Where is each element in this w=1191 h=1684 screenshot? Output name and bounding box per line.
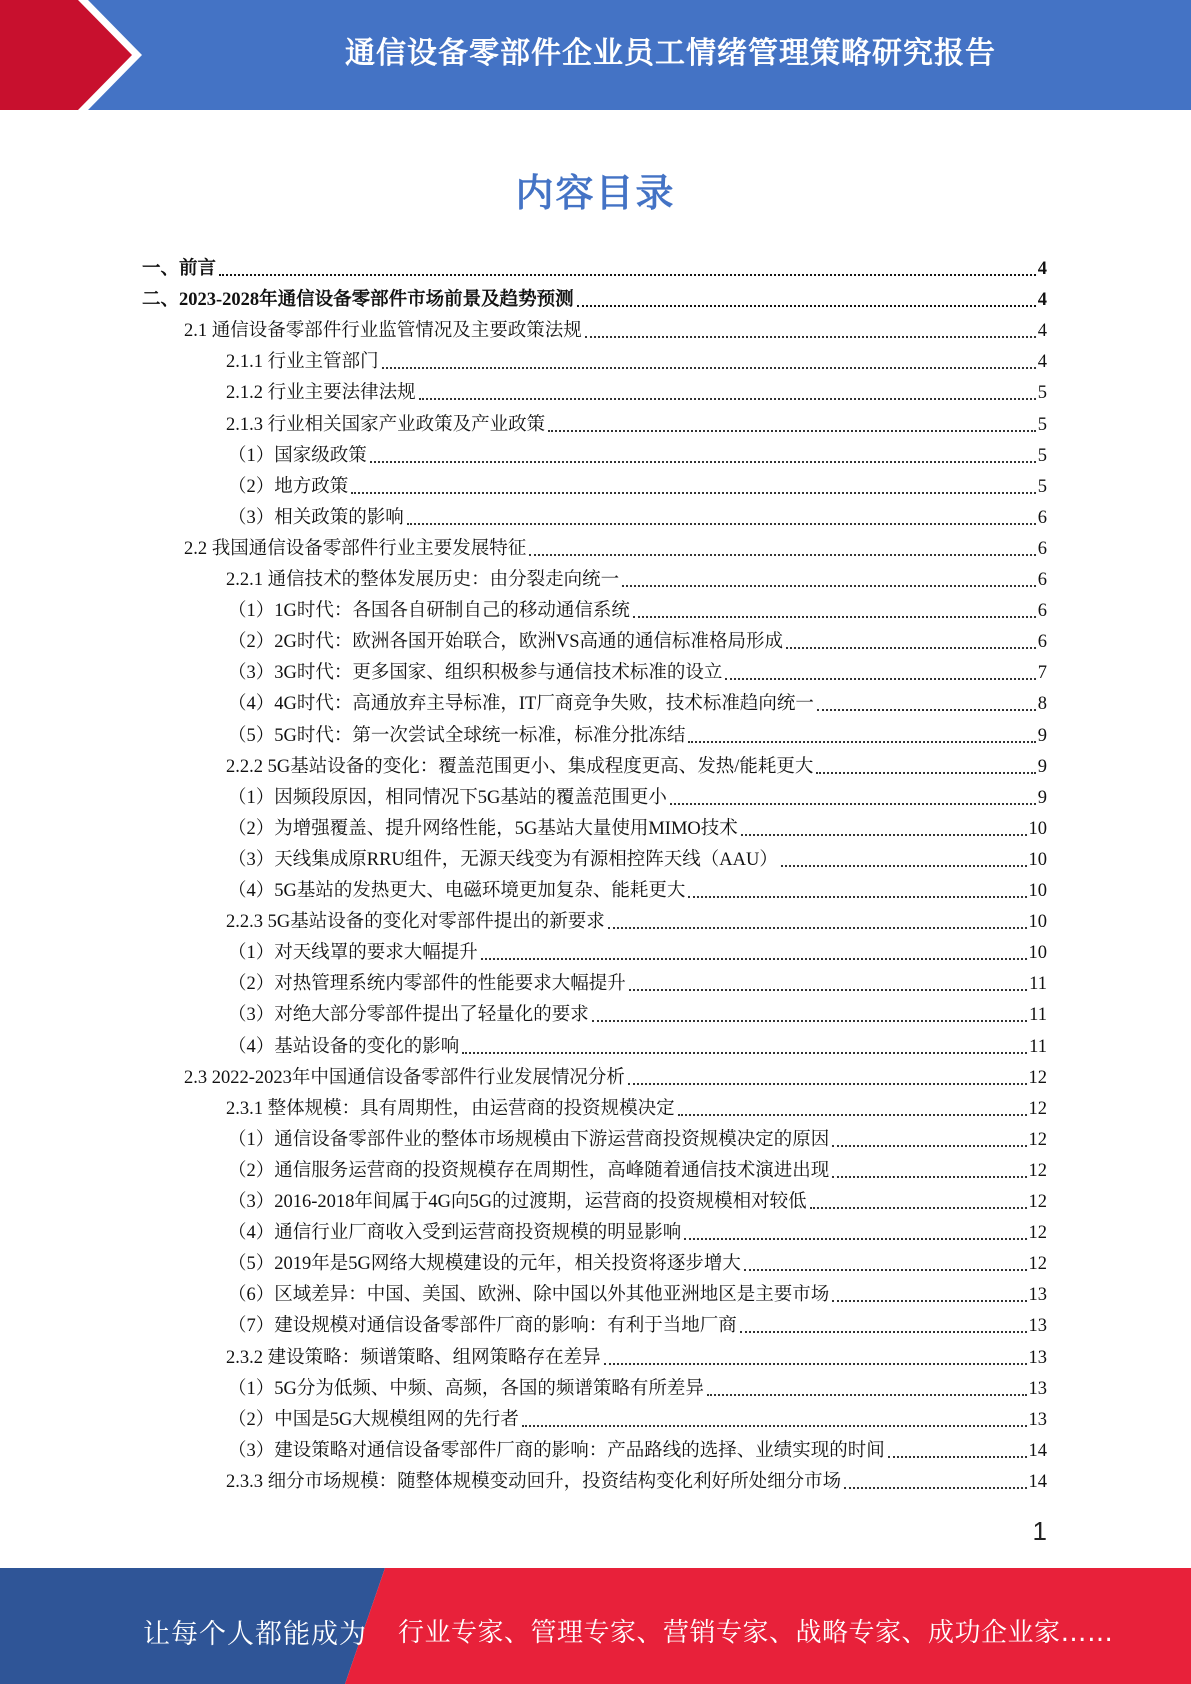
toc-entry-text: 2.1.2 行业主要法律法规: [226, 383, 416, 404]
toc-dot-leader: [786, 647, 1036, 649]
toc-entry-page: 10: [1028, 943, 1047, 964]
page-header: [0, 0, 1191, 110]
toc-entry-page: 8: [1037, 694, 1047, 715]
toc-entry-text: （2）对热管理系统内零部件的性能要求大幅提升: [228, 974, 626, 995]
toc-entry[interactable]: [228, 472, 1047, 503]
toc-entry[interactable]: [226, 565, 1047, 596]
toc-entry-text: 一、前言: [142, 259, 217, 279]
toc-entry[interactable]: [228, 1280, 1047, 1311]
toc-entry-text: （4）5G基站的发热更大、电磁环境更加复杂、能耗更大: [228, 881, 686, 901]
toc-entry-text: （5）5G时代：第一次尝试全球统一标准，标准分批冻结: [228, 725, 686, 746]
toc-entry-page: 12: [1028, 1192, 1047, 1212]
toc-entry-page: 5: [1037, 383, 1047, 404]
toc-entry-page: 6: [1037, 632, 1047, 653]
toc-dot-leader: [633, 616, 1036, 618]
toc-entry-text: （4）通信行业厂商收入受到运营商投资规模的明显影响: [228, 1223, 682, 1244]
toc-entry-text: 2.3.1 整体规模：具有周期性，由运营商的投资规模决定: [226, 1098, 675, 1119]
toc-entry-page: 13: [1028, 1378, 1047, 1399]
toc-entry-text: 2.2.2 5G基站设备的变化：覆盖范围更小、集成程度更高、发热/能耗更大: [226, 756, 814, 777]
toc-entry[interactable]: [228, 1125, 1047, 1156]
toc-heading: 内容目录: [515, 171, 676, 215]
toc-entry[interactable]: [228, 783, 1047, 814]
toc-entry-page: 6: [1037, 570, 1047, 590]
toc-entry-text: 2.1 通信设备零部件行业监管情况及主要政策法规: [184, 321, 582, 342]
toc-entry-text: 2.3.3 细分市场规模：随整体规模变动回升，投资结构变化利好所处细分市场: [226, 1471, 842, 1492]
toc-entry-page: 5: [1037, 445, 1047, 466]
toc-entry[interactable]: [184, 316, 1047, 347]
toc-entry-page: 13: [1028, 1285, 1047, 1306]
toc-dot-leader: [670, 803, 1036, 805]
toc-dot-leader: [688, 896, 1026, 898]
toc-entry-text: 2.1.1 行业主管部门: [226, 352, 379, 373]
toc-entry-text: （3）2016-2018年间属于4G向5G的过渡期，运营商的投资规模相对较低: [228, 1192, 807, 1212]
toc-dot-leader: [481, 958, 1027, 960]
toc-entry-page: 14: [1028, 1440, 1047, 1461]
toc-entry[interactable]: [184, 1063, 1047, 1094]
toc-dot-leader: [370, 461, 1036, 463]
toc-entry-page: 9: [1037, 756, 1047, 777]
toc-dot-leader: [725, 678, 1035, 680]
toc-dot-leader: [888, 1456, 1027, 1458]
toc-dot-leader: [832, 1176, 1026, 1178]
toc-entry-text: （5）2019年是5G网络大规模建设的元年，相关投资将逐步增大: [228, 1254, 741, 1275]
toc-dot-leader: [419, 398, 1036, 400]
footer-slogan-left: 让每个人都能成为: [143, 1619, 367, 1650]
toc-entry[interactable]: [228, 876, 1047, 907]
toc-entry-page: 7: [1037, 663, 1047, 684]
toc-entry-text: （4）4G时代：高通放弃主导标准，IT厂商竞争失败，技术标准趋向统一: [228, 694, 814, 715]
toc-dot-leader: [219, 274, 1036, 276]
toc-entry-page: 11: [1029, 1005, 1047, 1026]
toc-entry-text: （1）通信设备零部件业的整体市场规模由下游运营商投资规模决定的原因: [228, 1129, 830, 1150]
page-footer: [0, 1568, 1191, 1684]
toc-entry[interactable]: [228, 1156, 1047, 1187]
toc-entry[interactable]: [226, 1094, 1047, 1125]
toc-entry-page: 9: [1037, 725, 1047, 746]
toc-entry-page: 5: [1037, 476, 1047, 497]
report-title: 通信设备零部件企业员工情绪管理策略研究报告: [345, 36, 996, 71]
toc-dot-leader: [832, 1145, 1026, 1147]
toc-entry[interactable]: [228, 1000, 1047, 1031]
toc-dot-leader: [351, 492, 1035, 494]
toc-entry-text: （2）2G时代：欧洲各国开始联合，欧洲VS高通的通信标准格局形成: [228, 632, 784, 653]
toc-entry-text: （2）为增强覆盖、提升网络性能，5G基站大量使用MIMO技术: [228, 818, 738, 839]
header-arrow-graphic: [0, 0, 160, 110]
toc-entry-text: （2）中国是5G大规模组网的先行者: [228, 1409, 519, 1430]
toc-entry[interactable]: [228, 1187, 1047, 1218]
toc-entry[interactable]: [228, 969, 1047, 1000]
toc-entry-page: 13: [1028, 1347, 1047, 1368]
toc-dot-leader: [678, 1114, 1027, 1116]
toc-entry[interactable]: [228, 814, 1047, 845]
toc-entry[interactable]: [228, 627, 1047, 658]
toc-entry-text: 2.2 我国通信设备零部件行业主要发展特征: [184, 538, 527, 559]
toc-dot-leader: [604, 1363, 1027, 1365]
toc-entry-page: 10: [1028, 912, 1047, 933]
toc-entry-text: （2）地方政策: [228, 476, 349, 497]
toc-entry[interactable]: [228, 1218, 1047, 1249]
toc-dot-leader: [522, 1425, 1027, 1427]
toc-entry-text: （3）对绝大部分零部件提出了轻量化的要求: [228, 1005, 589, 1026]
toc-entry-text: 2.3 2022-2023年中国通信设备零部件行业发展情况分析: [184, 1067, 625, 1088]
toc-dot-leader: [407, 523, 1036, 525]
toc-entry[interactable]: [226, 1467, 1047, 1498]
toc-dot-leader: [744, 1269, 1027, 1271]
toc-entry-text: （3）建设策略对通信设备零部件厂商的影响：产品路线的选择、业绩实现的时间: [228, 1440, 885, 1461]
toc-entry-text: （2）通信服务运营商的投资规模存在周期性，高峰随着通信技术演进出现: [228, 1160, 830, 1181]
toc-entry-page: 4: [1037, 259, 1047, 279]
toc-dot-leader: [577, 305, 1036, 307]
toc-dot-leader: [608, 927, 1027, 929]
toc-entry[interactable]: [228, 441, 1047, 472]
toc-dot-leader: [629, 989, 1027, 991]
toc-dot-leader: [628, 1083, 1027, 1085]
toc-entry-text: 二、2023-2028年通信设备零部件市场前景及趋势预测: [142, 290, 574, 311]
toc-entry[interactable]: [226, 752, 1047, 783]
toc-entry[interactable]: [228, 1249, 1047, 1280]
toc-entry-text: （7）建设规模对通信设备零部件厂商的影响：有利于当地厂商: [228, 1316, 737, 1337]
toc-entry-text: （3）相关政策的影响: [228, 507, 404, 528]
toc-entry-text: （1）因频段原因，相同情况下5G基站的覆盖范围更小: [228, 787, 667, 808]
toc-dot-leader: [548, 430, 1036, 432]
toc-entry[interactable]: [228, 721, 1047, 752]
toc-entry[interactable]: [226, 907, 1047, 938]
toc-entry-page: 4: [1037, 290, 1047, 311]
toc-entry-text: （3）天线集成原RRU组件，无源天线变为有源相控阵天线（AAU）: [228, 849, 778, 870]
toc-entry-page: 12: [1028, 1098, 1047, 1119]
toc-entry[interactable]: [142, 254, 1047, 285]
toc-entry[interactable]: [228, 1436, 1047, 1467]
toc-dot-leader: [382, 367, 1036, 369]
toc-entry[interactable]: [226, 378, 1047, 409]
toc-dot-leader: [622, 585, 1036, 587]
toc-entry-page: 12: [1028, 1223, 1047, 1244]
toc-dot-leader: [810, 1207, 1027, 1209]
toc-entry-text: （1）对天线罩的要求大幅提升: [228, 943, 478, 964]
toc-entry-page: 6: [1037, 538, 1047, 559]
toc-entry-text: 2.2.3 5G基站设备的变化对零部件提出的新要求: [226, 912, 605, 933]
toc-entry-page: 9: [1037, 787, 1047, 808]
toc-entry-text: 2.2.1 通信技术的整体发展历史：由分裂走向统一: [226, 570, 620, 590]
footer-slogan-right: 行业专家、管理专家、营销专家、战略专家、成功企业家……: [398, 1618, 1114, 1648]
toc-dot-leader: [592, 1020, 1027, 1022]
toc-entry-page: 5: [1037, 414, 1047, 435]
toc-dot-leader: [781, 865, 1027, 867]
toc-entry[interactable]: [184, 534, 1047, 565]
toc-entry-page: 14: [1028, 1471, 1047, 1492]
toc-dot-leader: [817, 709, 1036, 711]
toc-entry[interactable]: [142, 285, 1047, 316]
toc-dot-leader: [741, 834, 1027, 836]
toc-entry-page: 4: [1037, 352, 1047, 373]
toc-dot-leader: [585, 336, 1036, 338]
toc-entry[interactable]: [228, 938, 1047, 969]
toc-entry-page: 11: [1029, 1036, 1047, 1057]
toc-entry-page: 12: [1028, 1067, 1047, 1088]
toc-dot-leader: [707, 1394, 1027, 1396]
toc-dot-leader: [740, 1331, 1027, 1333]
toc-entry-page: 12: [1028, 1254, 1047, 1275]
page-number: 1: [1032, 1516, 1047, 1546]
toc-dot-leader: [462, 1052, 1027, 1054]
toc-entry-page: 10: [1028, 818, 1047, 839]
toc-dot-leader: [832, 1300, 1026, 1302]
toc-entry-text: 2.3.2 建设策略：频谱策略、组网策略存在差异: [226, 1347, 601, 1368]
toc-entry-text: （4）基站设备的变化的影响: [228, 1036, 460, 1057]
toc-entry[interactable]: [226, 1343, 1047, 1374]
toc-dot-leader: [529, 554, 1035, 556]
toc-entry-text: （1）5G分为低频、中频、高频，各国的频谱策略有所差异: [228, 1378, 704, 1399]
toc-entry[interactable]: [228, 1405, 1047, 1436]
toc-entry[interactable]: [228, 1311, 1047, 1342]
toc-entry[interactable]: [228, 1032, 1047, 1063]
toc-entry-page: 11: [1029, 974, 1047, 995]
toc-entry[interactable]: [228, 689, 1047, 720]
toc-entry-page: 4: [1037, 321, 1047, 342]
toc-entry[interactable]: [226, 410, 1047, 441]
toc-entry-page: 6: [1037, 601, 1047, 622]
toc-dot-leader: [816, 772, 1035, 774]
toc-entry[interactable]: [228, 658, 1047, 689]
toc-entry-text: （3）3G时代：更多国家、组织积极参与通信技术标准的设立: [228, 663, 723, 684]
toc-entry-text: （6）区域差异：中国、美国、欧洲、除中国以外其他亚洲地区是主要市场: [228, 1285, 830, 1306]
toc-dot-leader: [684, 1238, 1026, 1240]
toc-entry-page: 6: [1037, 507, 1047, 528]
toc-entry-page: 12: [1028, 1129, 1047, 1150]
toc-entry[interactable]: [228, 596, 1047, 627]
toc-entry-page: 13: [1028, 1409, 1047, 1430]
toc-entry[interactable]: [228, 1374, 1047, 1405]
toc-entry-page: 12: [1028, 1160, 1047, 1181]
toc-entry-page: 10: [1028, 881, 1047, 901]
toc-entry-text: 2.1.3 行业相关国家产业政策及产业政策: [226, 414, 546, 435]
toc-entry-page: 10: [1028, 849, 1047, 870]
toc-dot-leader: [688, 741, 1035, 743]
toc-entry[interactable]: [226, 347, 1047, 378]
toc-entry[interactable]: [228, 503, 1047, 534]
toc-entry-text: （1）1G时代：各国各自研制自己的移动通信系统: [228, 601, 630, 622]
toc-dot-leader: [844, 1487, 1026, 1489]
toc-entry-text: （1）国家级政策: [228, 445, 367, 466]
toc-entry[interactable]: [228, 845, 1047, 876]
toc-entry-page: 13: [1028, 1316, 1047, 1337]
